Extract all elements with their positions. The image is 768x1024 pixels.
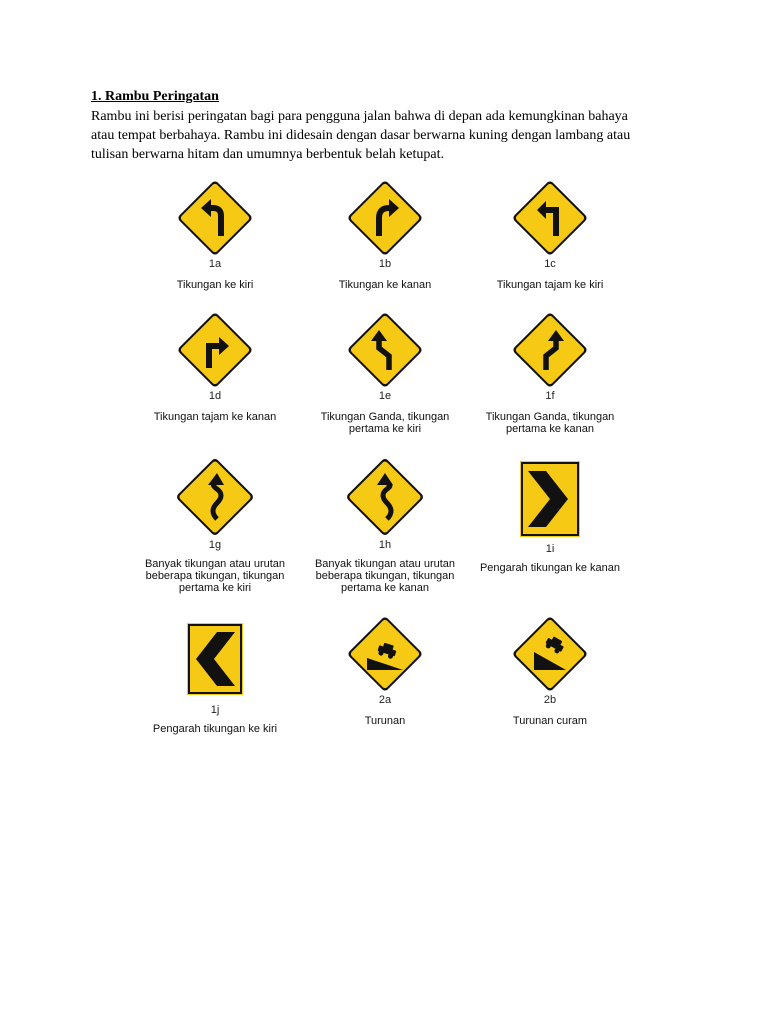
sign-caption: Pengarah tikungan ke kiri <box>152 723 278 735</box>
sign-1a <box>130 178 300 291</box>
sign-caption: Turunan <box>364 715 406 727</box>
section-heading: 1. Rambu Peringatan <box>91 89 219 104</box>
winding-road-right-icon <box>343 455 427 539</box>
sign-1b <box>300 178 470 291</box>
downhill-icon <box>345 614 425 694</box>
sign-1i <box>465 461 635 574</box>
sign-code: 2a <box>378 694 392 706</box>
sign-caption: Tikungan tajam ke kanan <box>153 411 277 423</box>
sign-2b <box>465 614 635 727</box>
sign-1j <box>130 623 300 735</box>
sign-caption: Banyak tikungan atau urutan beberapa tikungan, tikungan pertama ke kiri <box>144 558 286 594</box>
sign-caption: Tikungan ke kiri <box>176 279 254 291</box>
curve-left-icon <box>175 178 255 258</box>
intro-paragraph <box>91 107 691 164</box>
double-curve-left-icon <box>345 310 425 390</box>
paragraph-line: tulisan berwarna hitam dan umumnya berbentuk belah ketupat. <box>91 147 445 162</box>
sharp-turn-right-icon <box>175 310 255 390</box>
sign-1h <box>300 455 470 594</box>
sign-caption: Turunan curam <box>512 715 588 727</box>
sign-code: 1i <box>545 543 555 555</box>
sign-caption: Tikungan Ganda, tikungan pertama ke kiri <box>320 411 450 435</box>
sign-code: 1h <box>378 539 392 551</box>
sign-code: 1e <box>378 390 392 402</box>
sign-caption: Tikungan tajam ke kiri <box>496 279 604 291</box>
sign-code: 1d <box>208 390 222 402</box>
sign-caption: Tikungan ke kanan <box>338 279 432 291</box>
sign-code: 2b <box>543 694 557 706</box>
sign-caption: Tikungan Ganda, tikungan pertama ke kanan <box>485 411 615 435</box>
sign-code: 1a <box>208 258 222 270</box>
sign-code: 1c <box>544 258 556 270</box>
winding-road-left-icon <box>173 455 257 539</box>
double-curve-right-icon <box>510 310 590 390</box>
chevron-right-icon <box>520 461 580 537</box>
sign-code: 1f <box>545 390 555 402</box>
sign-1d <box>130 310 300 423</box>
sign-code: 1j <box>210 704 220 716</box>
sign-1g <box>130 455 300 594</box>
sign-1e <box>300 310 470 435</box>
paragraph-line: Rambu ini berisi peringatan bagi para pengguna jalan bahwa di depan ada kemungkinan bahaya <box>91 109 628 124</box>
steep-downhill-icon <box>510 614 590 694</box>
sign-code: 1b <box>378 258 392 270</box>
sign-1c <box>465 178 635 291</box>
sign-2a <box>300 614 470 727</box>
sign-1f <box>465 310 635 435</box>
sharp-turn-left-icon <box>510 178 590 258</box>
paragraph-line: atau tempat berbahaya. Rambu ini didesain dengan dasar berwarna kuning dengan lambang atau <box>91 128 631 143</box>
sign-code: 1g <box>208 539 222 551</box>
sign-caption: Pengarah tikungan ke kanan <box>479 562 621 574</box>
sign-caption: Banyak tikungan atau urutan beberapa tikungan, tikungan pertama ke kanan <box>314 558 456 594</box>
curve-right-icon <box>345 178 425 258</box>
chevron-left-icon <box>187 623 243 695</box>
